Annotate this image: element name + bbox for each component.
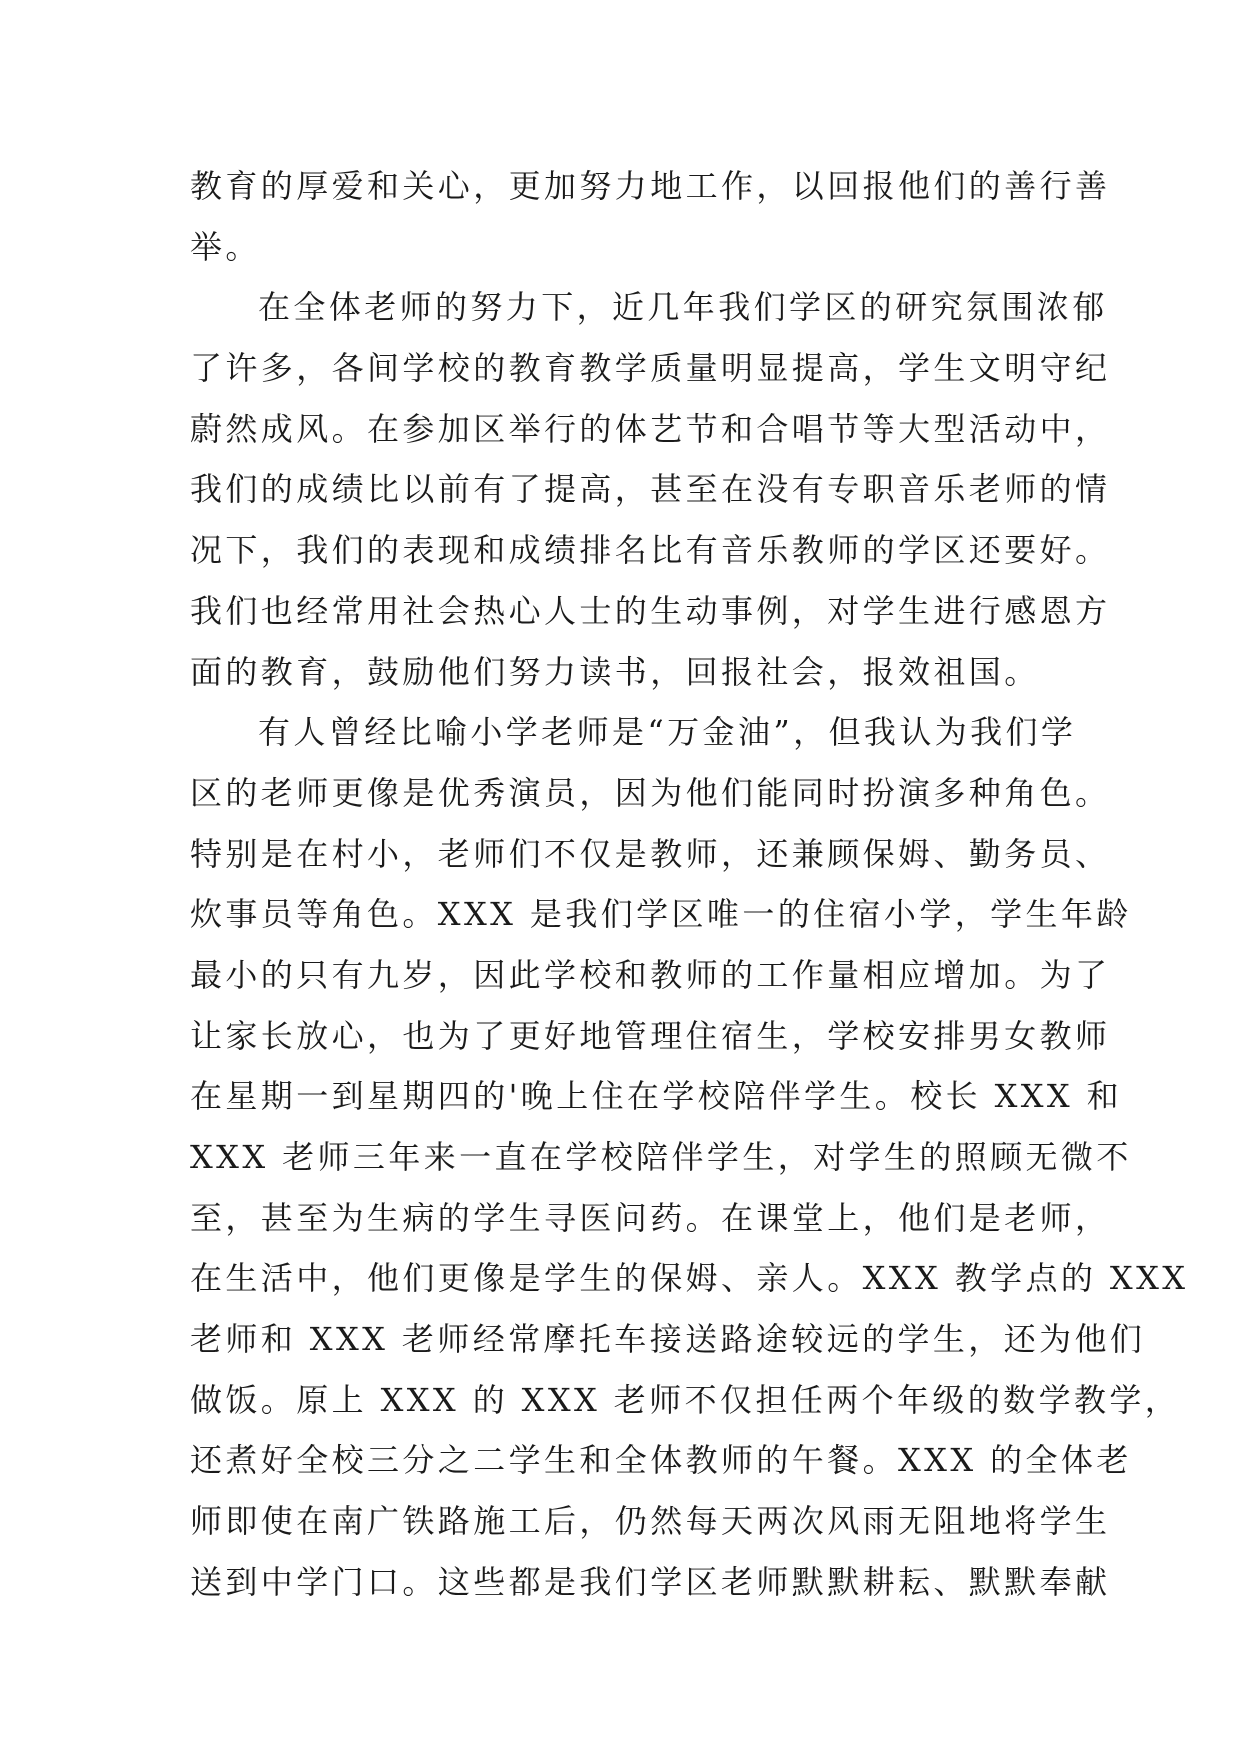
body-text xyxy=(190,156,1189,1613)
text-line: 区的老师更像是优秀演员，因为他们能同时扮演多种角色。 xyxy=(190,773,1111,812)
text-line: 举。 xyxy=(190,227,261,266)
text-line: 至，甚至为生病的学生寻医问药。在课堂上，他们是老师， xyxy=(190,1198,1111,1237)
text-line: 送到中学门口。这些都是我们学区老师默默耕耘、默默奉献 xyxy=(190,1562,1111,1601)
text-line: 最小的只有九岁，因此学校和教师的工作量相应增加。为了 xyxy=(190,955,1111,994)
text-line: 况下，我们的表现和成绩排名比有音乐教师的学区还要好。 xyxy=(190,531,1111,570)
text-line: 炊事员等角色。XXX 是我们学区唯一的住宿小学，学生年龄 xyxy=(190,895,1132,934)
text-line: 在全体老师的努力下，近几年我们学区的研究氛围浓郁 xyxy=(258,288,1108,327)
text-line: 面的教育，鼓励他们努力读书，回报社会，报效祖国。 xyxy=(190,652,1040,691)
text-line: 在生活中，他们更像是学生的保姆、亲人。XXX 教学点的 XXX xyxy=(190,1259,1189,1298)
text-line: 还煮好全校三分之二学生和全体教师的午餐。XXX 的全体老 xyxy=(190,1441,1132,1480)
text-line: 让家长放心，也为了更好地管理住宿生，学校安排男女教师 xyxy=(190,1016,1111,1055)
text-line: 有人曾经比喻小学老师是“万金油”，但我认为我们学 xyxy=(258,713,1077,752)
text-line: 我们的成绩比以前有了提高，甚至在没有专职音乐老师的情 xyxy=(190,470,1111,509)
text-line: 老师和 XXX 老师经常摩托车接送路途较远的学生，还为他们 xyxy=(190,1320,1146,1359)
text-line: 我们也经常用社会热心人士的生动事例，对学生进行感恩方 xyxy=(190,591,1111,630)
text-line: 了许多，各间学校的教育教学质量明显提高，学生文明守纪 xyxy=(190,349,1111,388)
text-line: 特别是在村小，老师们不仅是教师，还兼顾保姆、勤务员、 xyxy=(190,834,1111,873)
text-line: 做饭。原上 XXX 的 XXX 老师不仅担任两个年级的数学教学， xyxy=(190,1380,1181,1419)
text-line: 蔚然成风。在参加区举行的体艺节和合唱节等大型活动中， xyxy=(190,409,1111,448)
text-line: 在星期一到星期四的'晚上住在学校陪伴学生。校长 XXX 和 xyxy=(190,1077,1123,1116)
text-line: 师即使在南广铁路施工后，仍然每天两次风雨无阻地将学生 xyxy=(190,1502,1111,1541)
text-line: XXX 老师三年来一直在学校陪伴学生，对学生的照顾无微不 xyxy=(190,1138,1132,1176)
text-line: 教育的厚爱和关心，更加努力地工作，以回报他们的善行善 xyxy=(190,167,1111,205)
